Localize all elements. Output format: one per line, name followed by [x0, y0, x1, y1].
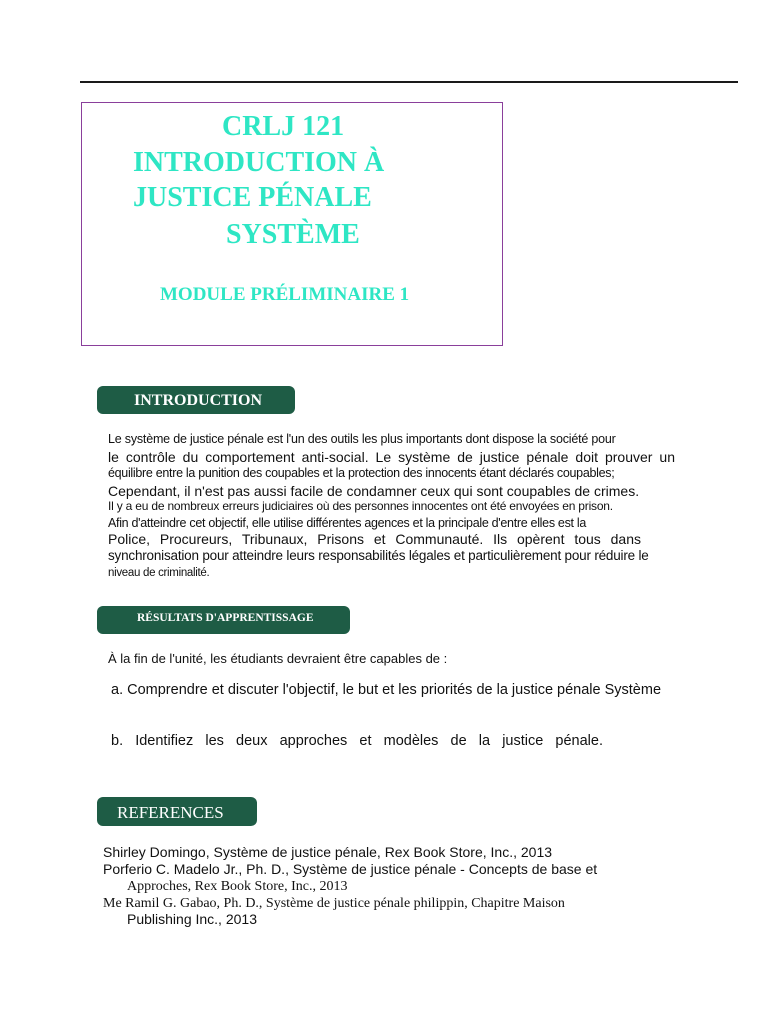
reference-item: [103, 861, 597, 879]
outcomes-intro: À la fin de l'unité, les étudiants devraient être capables de :: [108, 651, 448, 666]
intro-line: équilibre entre la punition des coupables et la protection des innocents étant déclarés coupables;: [108, 466, 615, 480]
outcome-item-a: a. Comprendre et discuter l'objectif, le but et les priorités de la justice pénale Système: [111, 682, 662, 698]
references-heading: REFERENCES: [97, 797, 257, 826]
module-label: MODULE PRÉLIMINAIRE 1: [160, 284, 410, 305]
intro-line: Cependant, il n'est pas aussi facile de condamner ceux qui sont coupables de crimes.: [108, 483, 640, 499]
outcomes-heading: RÉSULTATS D'APPRENTISSAGE: [97, 606, 350, 634]
course-title-line-2: JUSTICE PÉNALE: [133, 182, 372, 213]
reference-item: [103, 894, 565, 912]
reference-text: Publishing Inc., 2013: [127, 911, 257, 927]
outcome-item-b: b. Identifiez les deux approches et modèles de la justice pénale.: [111, 733, 603, 749]
intro-line: Il y a eu de nombreux erreurs judiciaires où des personnes innocentes ont été envoyées en prison.: [108, 499, 613, 513]
intro-line: niveau de criminalité.: [108, 567, 210, 579]
course-title-line-3: SYSTÈME: [226, 219, 360, 250]
intro-line: Le système de justice pénale est l'un des outils les plus importants dont dispose la société pour: [108, 432, 616, 446]
reference-item: [103, 844, 552, 862]
intro-line: Afin d'atteindre cet objectif, elle utilise différentes agences et la principale d'entre elles est la: [108, 516, 587, 530]
course-code: CRLJ 121: [222, 111, 345, 142]
reference-text: Shirley Domingo, Système de justice pénale, Rex Book Store, Inc., 2013: [103, 844, 553, 860]
course-title-line-1: INTRODUCTION À: [133, 147, 385, 178]
intro-line: Police, Procureurs, Tribunaux, Prisons et Communauté. Ils opèrent tous dans: [108, 531, 641, 547]
reference-text: Me Ramil G. Gabao, Ph. D., Système de justice pénale philippin, Chapitre Maison: [103, 896, 565, 911]
intro-line: le contrôle du comportement anti-social. Le système de justice pénale doit prouver un: [108, 449, 675, 465]
reference-text: Approches, Rex Book Store, Inc., 2013: [127, 879, 348, 894]
introduction-heading: INTRODUCTION: [97, 386, 295, 414]
top-horizontal-rule: [80, 81, 738, 83]
reference-text: Porferio C. Madelo Jr., Ph. D., Système de justice pénale - Concepts de base et: [103, 861, 598, 877]
intro-line: synchronisation pour atteindre leurs responsabilités légales et particulièrement pour réduire le: [108, 548, 649, 563]
